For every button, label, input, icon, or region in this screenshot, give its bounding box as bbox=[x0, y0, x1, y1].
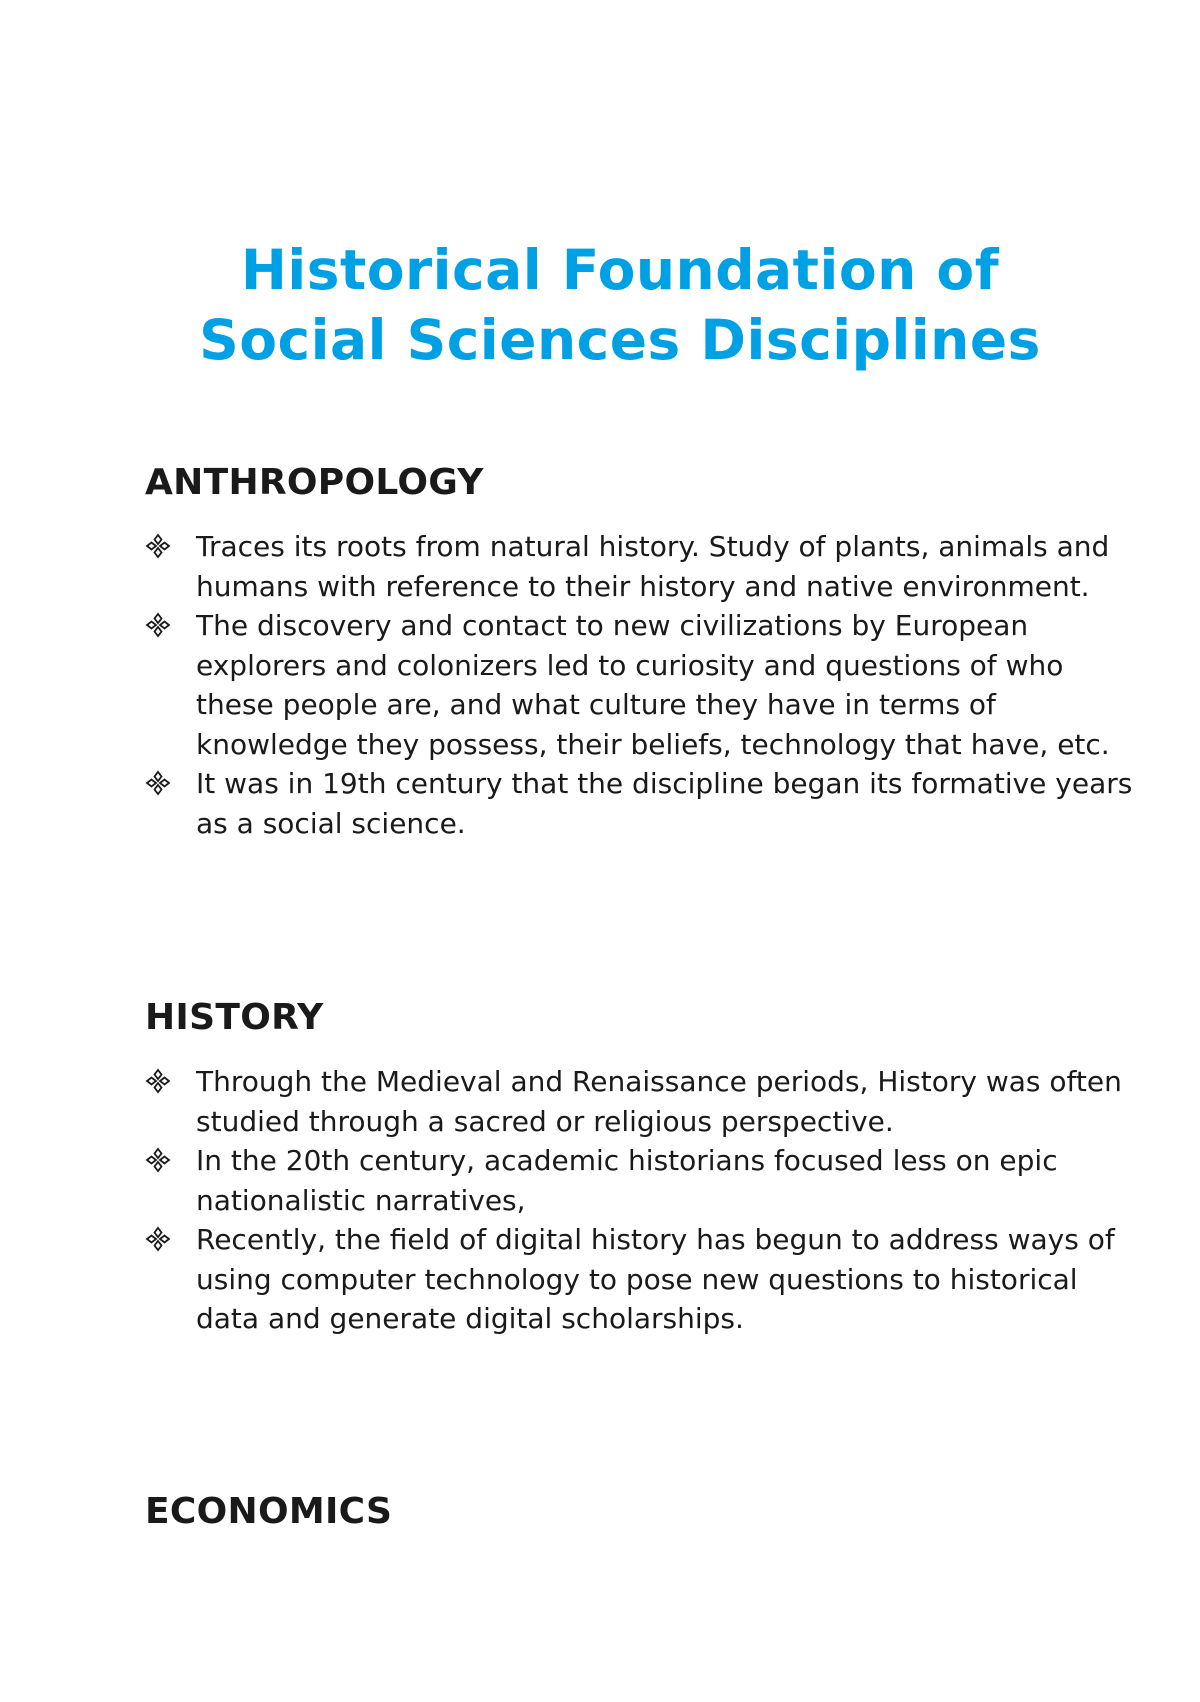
bullet-list bbox=[145, 527, 1133, 843]
four-diamond-bullet-icon bbox=[145, 1068, 171, 1094]
four-diamond-bullet-icon bbox=[145, 770, 171, 796]
section-heading: ANTHROPOLOGY bbox=[145, 462, 484, 503]
section-heading: HISTORY bbox=[145, 997, 324, 1038]
list-item bbox=[145, 606, 1146, 764]
list-item bbox=[145, 1141, 1146, 1220]
list-item bbox=[145, 1062, 1146, 1141]
bullet-text: In the 20th century, academic historians focused less on epic nationalistic narratives, bbox=[196, 1144, 1058, 1217]
section-history bbox=[145, 997, 1122, 1339]
title-line-2: Social Sciences Disciplines bbox=[199, 307, 1041, 372]
section-anthropology bbox=[145, 462, 1133, 843]
bullet-text: Through the Medieval and Renaissance periods, History was often studied through a sacred or religious perspective. bbox=[196, 1065, 1122, 1138]
four-diamond-bullet-icon bbox=[145, 612, 171, 638]
bullet-text: The discovery and contact to new civilizations by European explorers and colonizers led to curiosity and questions of who these people are, and what culture they have in terms of knowledge they possess, their beliefs, technology that have, etc. bbox=[196, 609, 1110, 761]
list-item bbox=[145, 527, 1146, 606]
page-title bbox=[0, 235, 1200, 375]
bullet-text: Traces its roots from natural history. Study of plants, animals and humans with reference to their history and native environment. bbox=[196, 530, 1110, 603]
list-item bbox=[145, 764, 1146, 843]
bullet-list bbox=[145, 1062, 1122, 1339]
four-diamond-bullet-icon bbox=[145, 533, 171, 559]
list-item bbox=[145, 1220, 1146, 1339]
bullet-text: It was in 19th century that the discipline began its formative years as a social science. bbox=[196, 767, 1133, 840]
bullet-text: Recently, the field of digital history has begun to address ways of using computer technology to pose new questions to historical data and generate digital scholarships. bbox=[196, 1223, 1115, 1335]
four-diamond-bullet-icon bbox=[145, 1226, 171, 1252]
section-heading: ECONOMICS bbox=[145, 1491, 393, 1532]
title-line-1: Historical Foundation of bbox=[240, 237, 1000, 302]
four-diamond-bullet-icon bbox=[145, 1147, 171, 1173]
section-economics bbox=[145, 1492, 1105, 1532]
